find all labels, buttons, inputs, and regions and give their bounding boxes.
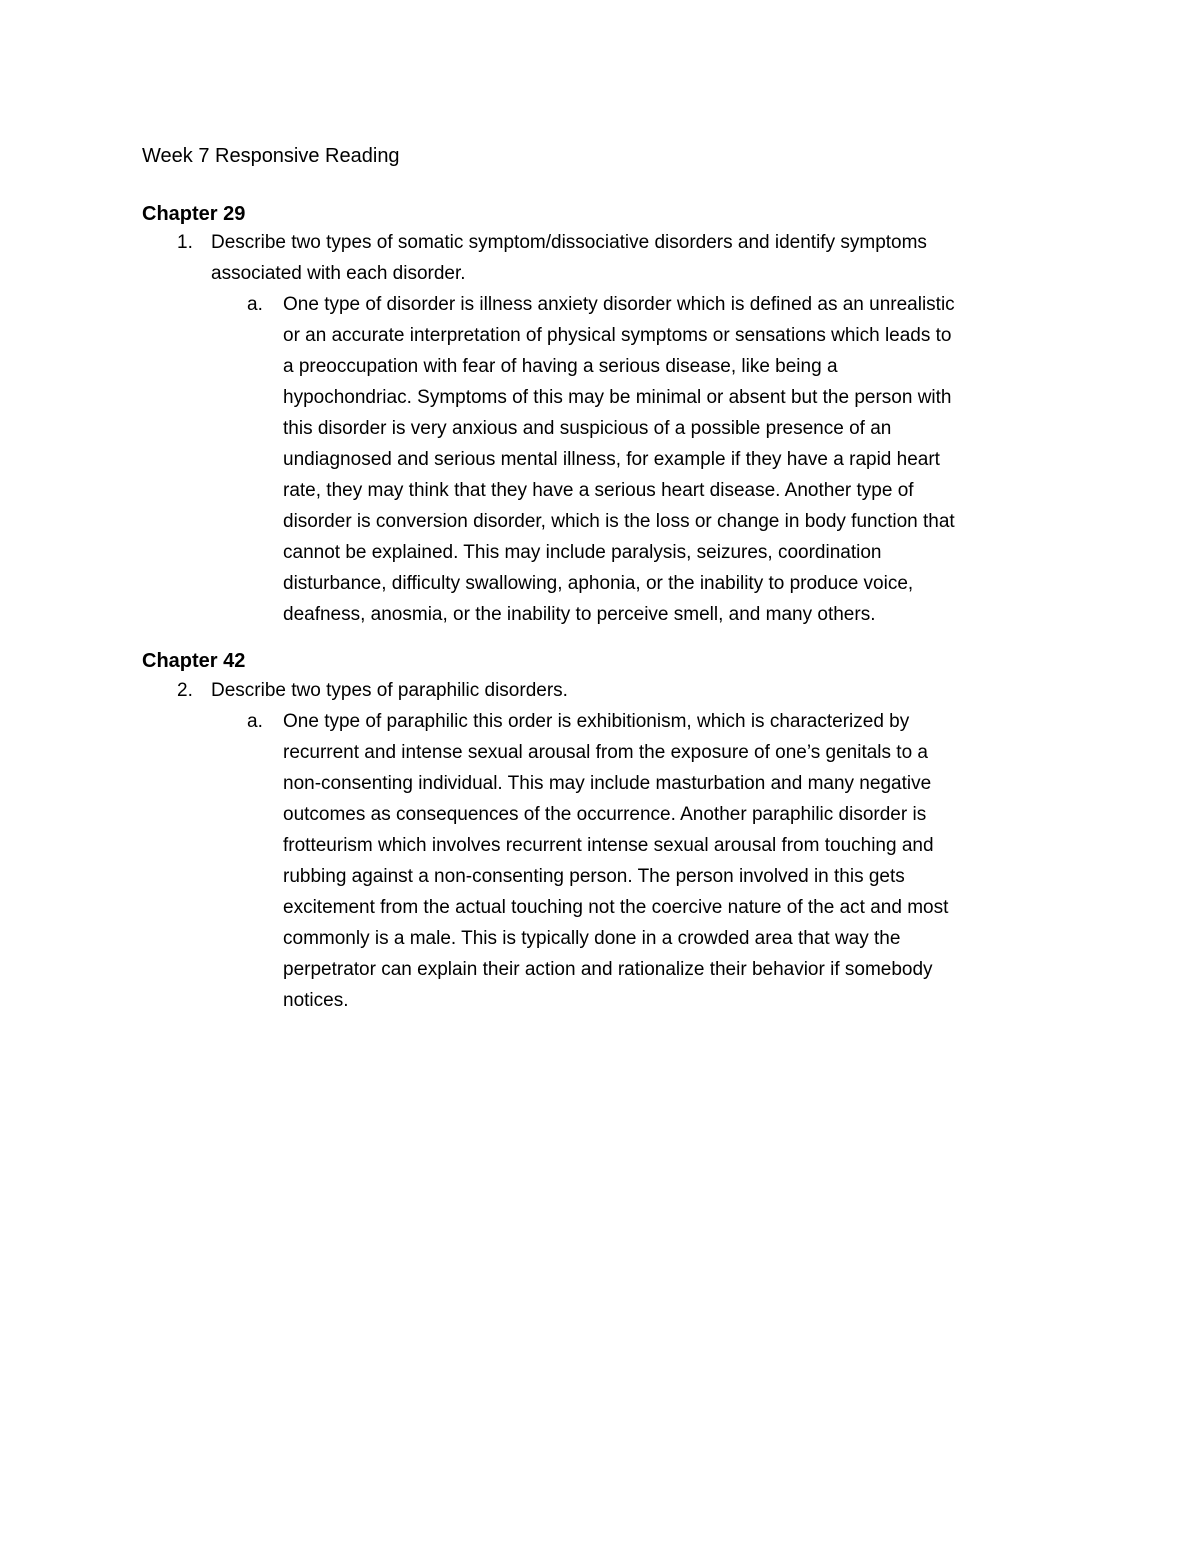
answer-line: rate, they may think that they have a serious heart disease. Another type of [283, 480, 914, 501]
answer-2a-text [283, 706, 1073, 1016]
answer-line: this disorder is very anxious and suspicious of a possible presence of an [283, 418, 892, 439]
answer-line: a preoccupation with fear of having a serious disease, like being a [283, 356, 838, 377]
answer-line: notices. [283, 990, 349, 1011]
question-line: Describe two types of paraphilic disorders. [211, 680, 568, 701]
answer-line: perpetrator can explain their action and rationalize their behavior if somebody [283, 959, 933, 980]
answer-line: One type of paraphilic this order is exhibitionism, which is characterized by [283, 711, 910, 732]
answer-line: non-consenting individual. This may include masturbation and many negative [283, 773, 932, 794]
answer-line: hypochondriac. Symptoms of this may be minimal or absent but the person with [283, 387, 952, 408]
question-2-number: 2. [177, 680, 193, 701]
question-line: associated with each disorder. [211, 263, 466, 284]
answer-line: rubbing against a non-consenting person. The person involved in this gets [283, 866, 905, 887]
answer-1a-text [283, 289, 1073, 630]
answer-line: outcomes as consequences of the occurrence. Another paraphilic disorder is [283, 804, 927, 825]
document-title: Week 7 Responsive Reading [142, 145, 400, 167]
chapter-29-heading: Chapter 29 [142, 203, 246, 225]
answer-line: One type of disorder is illness anxiety disorder which is defined as an unrealistic [283, 294, 955, 315]
answer-line: excitement from the actual touching not the coercive nature of the act and most [283, 897, 949, 918]
answer-line: disturbance, difficulty swallowing, aphonia, or the inability to produce voice, [283, 573, 914, 594]
chapter-42-heading: Chapter 42 [142, 650, 246, 672]
answer-2a-letter: a. [247, 711, 263, 732]
answer-line: or an accurate interpretation of physical symptoms or sensations which leads to [283, 325, 952, 346]
question-1-number: 1. [177, 232, 193, 253]
question-line: Describe two types of somatic symptom/dissociative disorders and identify symptoms [211, 232, 927, 253]
answer-line: frotteurism which involves recurrent intense sexual arousal from touching and [283, 835, 934, 856]
answer-line: deafness, anosmia, or the inability to perceive smell, and many others. [283, 604, 876, 625]
answer-1a-letter: a. [247, 294, 263, 315]
question-2-text [211, 675, 1071, 706]
answer-line: recurrent and intense sexual arousal from the exposure of one’s genitals to a [283, 742, 928, 763]
answer-line: commonly is a male. This is typically done in a crowded area that way the [283, 928, 901, 949]
question-1-text [211, 227, 1071, 289]
answer-line: disorder is conversion disorder, which is the loss or change in body function that [283, 511, 955, 532]
answer-line: cannot be explained. This may include paralysis, seizures, coordination [283, 542, 882, 563]
answer-line: undiagnosed and serious mental illness, for example if they have a rapid heart [283, 449, 940, 470]
